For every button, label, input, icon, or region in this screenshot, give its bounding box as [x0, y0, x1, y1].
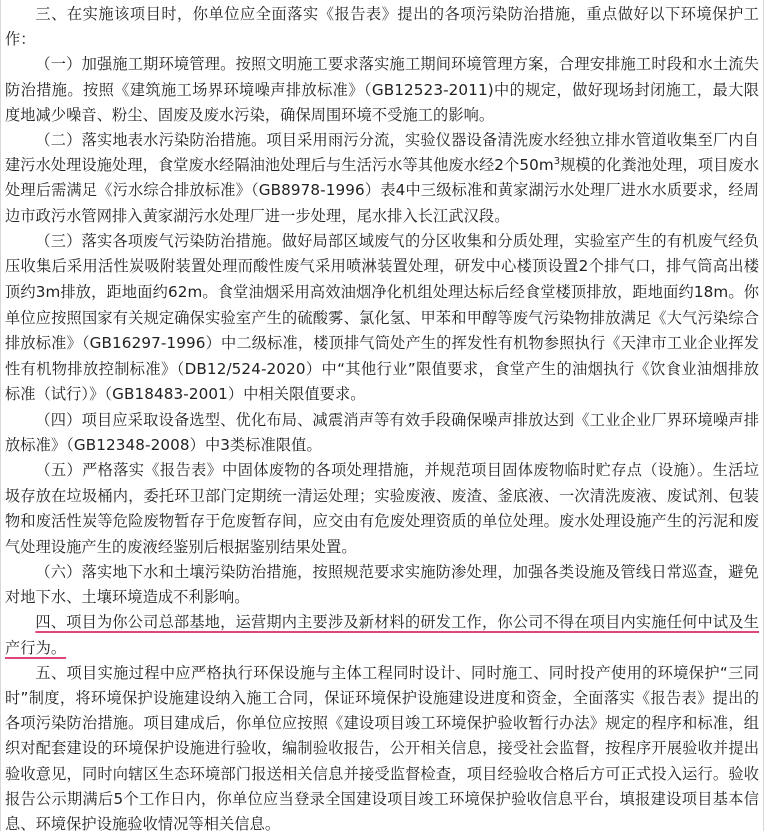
highlighted-statement: 四、项目为你公司总部基地，运营期内主要涉及新材料的研发工作，你公司不得在项目内实施任何中试及生产行为。 [5, 613, 759, 657]
paragraph-solid-waste: （五）严格落实《报告表》中固体废物的各项处理措施，并规范项目固体废物临时贮存点（设施）。生活垃圾存放在垃圾桶内，委托环卫部门定期统一清运处理；实验废液、废渣、釜底液、一次清洗废液、废试剂、包装物和废活性炭等危险废物暂存于危废暂存间，应交由有危废处理资质的单位处理。废水处理设施产生的污泥和废气处理设施产生的废液经鉴别后根据鉴别结果处置。 [5, 461, 759, 556]
paragraph-intro: 三、在实施该项目时，你单位应全面落实《报告表》提出的各项污染防治措施，重点做好以下环境保护工作： [5, 5, 759, 49]
surface-water-text-b: 规模的化粪池处理，项目废水处理后需满足《污水综合排放标准》（GB8978-1996）表4中三级标准和黄家湖污水处理厂进水水质要求，经周边市政污水管网排入黄家湖污水处理厂进一步处理，尾水排入长江武汉段。 [5, 156, 759, 225]
paragraph-groundwater-soil: （六）落实地下水和土壤污染防治措施，按照规范要求实施防渗处理，加强各类设施及管线日常巡查，避免对地下水、土壤环境造成不利影响。 [5, 563, 759, 607]
paragraph-construction-management: （一）加强施工期环境管理。按照文明施工要求落实施工期间环境管理方案，合理安排施工时段和水土流失防治措施。按照《建筑施工场界环境噪声排放标准》（GB12523-2011)中的规定，做好现场封闭施工，最大限度地减少噪音、粉尘、固废及废水污染，确保周围环境不受施工的影响。 [5, 55, 759, 124]
paragraph-surface-water [5, 128, 759, 229]
paragraph-four-highlighted [5, 610, 759, 660]
cubic-superscript: 3 [553, 156, 561, 168]
paragraph-noise: （四）项目应采取设备选型、优化布局、减震消声等有效手段确保噪声排放达到《工业企业厂界环境噪声排放标准》（GB12348-2008）中3类标准限值。 [5, 410, 759, 455]
paragraph-waste-gas: （三）落实各项废气污染防治措施。做好局部区域废气的分区收集和分质处理，实验室产生的有机废气经负压收集后采用活性炭吸附装置处理而酸性废气采用喷淋装置处理，研发中心楼顶设置2个排气口，排气筒高出楼顶约3m排放，距地面约62m。食堂油烟采用高效油烟净化机组处理达标后经食堂楼顶排放，距地面约18m。你单位应按照国家有关规定确保实验室产生的硫酸雾、氯化氢、甲苯和甲醇等废气污染物排放满足《大气污染综合排放标准》（GB16297-1996）中二级标准，楼顶排气筒处产生的挥发性有机物参照执行《天津市工业企业挥发性有机物排放控制标准》（DB12/524-2020）中“其他行业”限值要求，食堂产生的油烟执行《饮食业油烟排放标准（试行）》（GB18483-2001）中相关限值要求。 [5, 231, 759, 404]
surface-water-text-a: （二）落实地表水污染防治措施。项目采用雨污分流，实验仪器设备清洗废水经独立排水管道收集至厂内自建污水处理设施处理，食堂废水经隔油池处理后与生活污水等其他废水经2个50m [5, 131, 759, 175]
paragraph-five: 五、项目实施过程中应严格执行环保设施与主体工程同时设计、同时施工、同时投产使用的环境保护“三同时”制度，将环境保护设施建设纳入施工合同，保证环境保护设施建设进度和资金，全面落实《报告表》提出的各项污染防治措施。项目建成后，你单位应按照《建设项目竣工环境保护验收暂行办法》规定的程序和标准，组织对配套建设的环境保护设施进行验收，编制验收报告，公开相关信息，接受社会监督，按程序开展验收并提出验收意见，同时向辖区生态环境部门报送相关信息并接受监督检查，项目经验收合格后方可正式投入运行。验收报告公示期满后5个工作日内，你单位应当登录全国建设项目竣工环境保护验收信息平台，填报建设项目基本信息、环境保护设施验收情况等相关信息。 [5, 663, 759, 834]
